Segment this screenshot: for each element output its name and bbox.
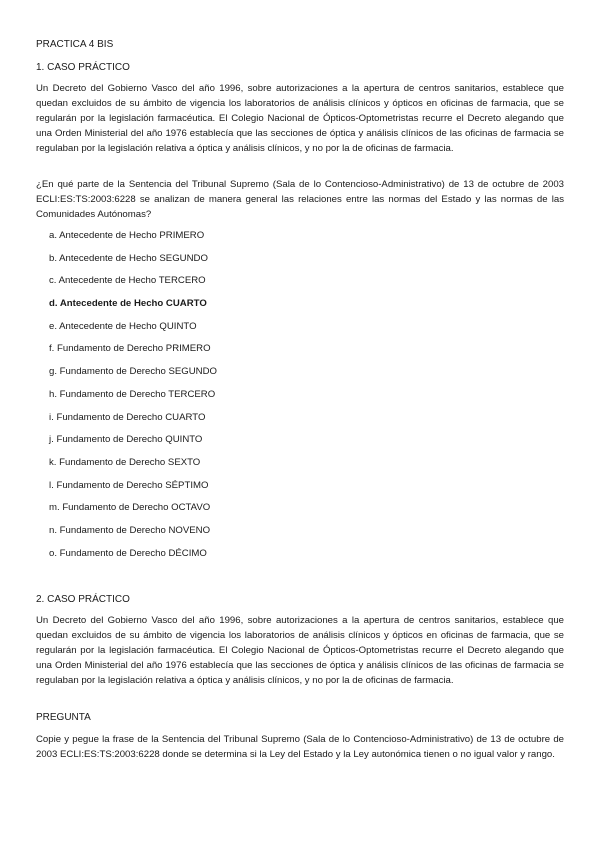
question-label: PREGUNTA	[36, 712, 91, 723]
answer-option: e. Antecedente de Hecho QUINTO	[49, 320, 197, 332]
case-1-question: ¿En qué parte de la Sentencia del Tribunal Supremo (Sala de lo Contencioso-Administrativo) de 13 de octubre de 2003 ECLI:ES:TS:2003:6228 se analizan de manera general las relaciones entre las normas del Estado y las normas de las Comunidades Autónomas?	[36, 179, 564, 220]
answer-option: n. Fundamento de Derecho NOVENO	[49, 524, 211, 536]
case-1-heading: 1. CASO PRÁCTICO	[36, 62, 130, 73]
case-2-heading: 2. CASO PRÁCTICO	[36, 594, 130, 605]
answer-option: o. Fundamento de Derecho DÉCIMO	[49, 547, 207, 559]
answer-option: b. Antecedente de Hecho SEGUNDO	[49, 252, 208, 264]
answer-option: l. Fundamento de Derecho SÉPTIMO	[49, 479, 209, 491]
case-2-statement: Un Decreto del Gobierno Vasco del año 1996, sobre autorizaciones a la apertura de centros sanitarios, establece que quedan excluidos de su ámbito de vigencia los laboratorios de análisis clínicos y ópticos en oficinas de farmacia, que se regularán por la legislación farmacéutica. El Colegio Nacional de Ópticos-Optometristas recurre el Decreto alegando que una Orden Ministerial del año 1976 establecía que las secciones de óptica y análisis clínicos de las oficinas de farmacia se regulaban por la legislación relativa a óptica y análisis clínicos, y no por la de oficinas de farmacia.	[36, 615, 564, 686]
answer-option: k. Fundamento de Derecho SEXTO	[49, 456, 201, 468]
answer-option: a. Antecedente de Hecho PRIMERO	[49, 230, 205, 241]
answer-option: j. Fundamento de Derecho QUINTO	[49, 434, 203, 446]
answer-option: c. Antecedente de Hecho TERCERO	[49, 275, 206, 287]
answer-option: g. Fundamento de Derecho SEGUNDO	[49, 366, 217, 378]
answer-option-selected: d. Antecedente de Hecho CUARTO	[49, 298, 207, 310]
answer-option: h. Fundamento de Derecho TERCERO	[49, 388, 216, 400]
answer-options-list	[49, 229, 217, 569]
case-2-question: Copie y pegue la frase de la Sentencia del Tribunal Supremo (Sala de lo Contencioso-Administrativo) de 13 de octubre de 2003 ECLI:ES:TS:2003:6228 donde se determina si la Ley del Estado y la Ley autonómica tienen o no igual valor y rango.	[36, 734, 564, 760]
answer-option: f. Fundamento de Derecho PRIMERO	[49, 343, 211, 355]
case-1-statement: Un Decreto del Gobierno Vasco del año 1996, sobre autorizaciones a la apertura de centros sanitarios, establece que quedan excluidos de su ámbito de vigencia los laboratorios de análisis clínicos y ópticos en oficinas de farmacia, que se regularán por la legislación farmacéutica. El Colegio Nacional de Ópticos-Optometristas recurre el Decreto alegando que una Orden Ministerial del año 1976 establecía que las secciones de óptica y análisis clínicos de las oficinas de farmacia se regulaban por la legislación relativa a óptica y análisis clínicos, y no por la de oficinas de farmacia.	[36, 83, 564, 154]
answer-option: m. Fundamento de Derecho OCTAVO	[49, 502, 211, 514]
document-title: PRACTICA 4 BIS	[36, 39, 114, 50]
answer-option: i. Fundamento de Derecho CUARTO	[49, 411, 206, 423]
